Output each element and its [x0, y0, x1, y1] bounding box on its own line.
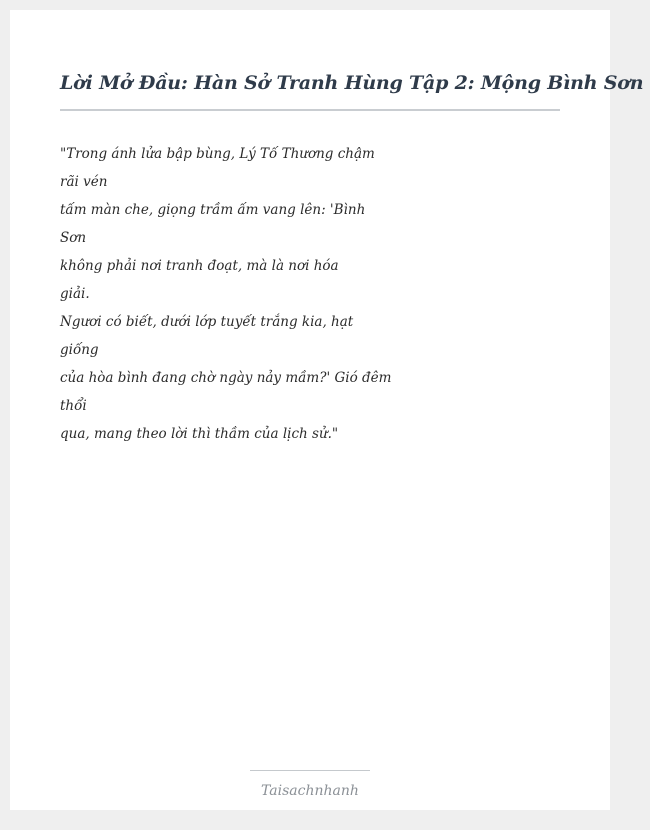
body-line: thổi: [60, 398, 87, 414]
document-page: [10, 10, 644, 810]
body-line: Ngươi có biết, dưới lớp tuyết trắng kia, hạt: [60, 314, 354, 330]
body-line: Sơn: [60, 230, 87, 246]
footer-source: Taisachnhanh: [261, 783, 359, 799]
body-line: qua, mang theo lời thì thầm của lịch sử.": [60, 426, 339, 442]
page-title: Lời Mở Đầu: Hàn Sở Tranh Hùng Tập 2: Mộng Bình Sơn: [60, 72, 644, 94]
body-line: giải.: [60, 286, 90, 302]
body-line: giống: [60, 342, 99, 358]
body-line: tấm màn che, giọng trầm ấm vang lên: 'Bình: [60, 202, 366, 218]
body-line: rãi vén: [60, 174, 108, 190]
body-paragraph: [60, 140, 392, 448]
body-line: của hòa bình đang chờ ngày nảy mầm?' Gió đêm: [60, 370, 392, 386]
body-line: "Trong ánh lửa bập bùng, Lý Tố Thương chậm: [60, 146, 375, 162]
title-divider: [60, 109, 560, 111]
footer-divider: [250, 770, 370, 771]
body-line: không phải nơi tranh đoạt, mà là nơi hóa: [60, 258, 339, 274]
